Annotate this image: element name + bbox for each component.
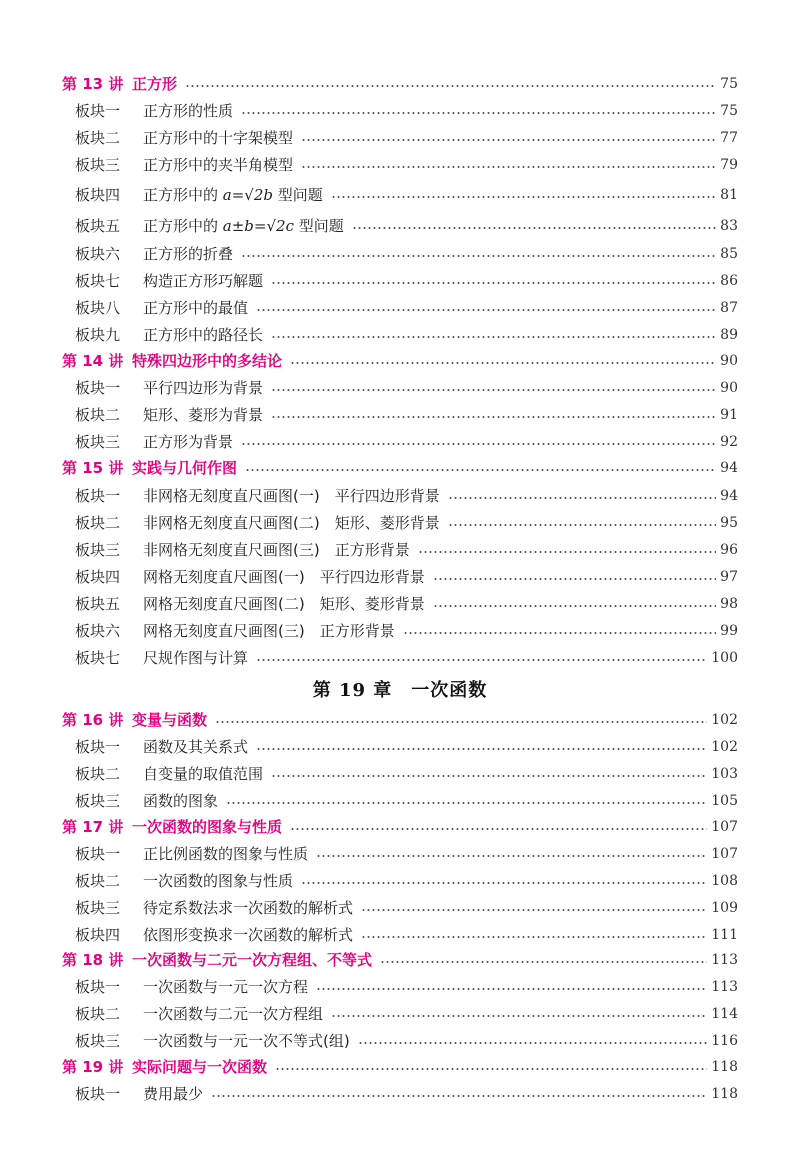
- lecture-number: 第 19 讲: [62, 1058, 124, 1076]
- dot-leader: [211, 1094, 707, 1098]
- page-number: 98: [720, 596, 738, 612]
- dot-leader: [331, 195, 716, 199]
- dot-leader: [448, 523, 716, 527]
- page-number: 114: [711, 1006, 738, 1022]
- block-title: 函数的图象: [143, 792, 219, 810]
- block-title: 正比例函数的图象与性质: [143, 845, 309, 863]
- block-title: 非网格无刻度直尺画图(一) 平行四边形背景: [143, 487, 440, 505]
- toc-block[interactable]: [75, 865, 738, 891]
- lecture-title: 正方形: [132, 75, 178, 93]
- block-label: 板块七: [75, 649, 121, 667]
- block-title: 非网格无刻度直尺画图(三) 正方形背景: [143, 541, 410, 559]
- lecture-title: 实际问题与一次函数: [132, 1058, 268, 1076]
- dot-leader: [290, 827, 707, 831]
- block-title: 构造正方形巧解题: [143, 272, 264, 290]
- block-label: 板块三: [75, 899, 121, 917]
- lecture-number: 第 15 讲: [62, 459, 124, 477]
- page-number: 89: [720, 327, 738, 343]
- toc-block[interactable]: [75, 372, 738, 398]
- page-number: 81: [720, 187, 738, 203]
- page-number: 91: [720, 407, 738, 423]
- block-title: 尺规作图与计算: [143, 649, 249, 667]
- block-label: 板块一: [75, 1085, 121, 1103]
- dot-leader: [241, 254, 716, 258]
- block-label: 板块二: [75, 872, 121, 890]
- page-number: 97: [720, 569, 738, 585]
- toc-lecture-16[interactable]: [62, 704, 738, 730]
- lecture-number: 第 16 讲: [62, 711, 124, 729]
- block-title: 依图形变换求一次函数的解析式: [143, 926, 354, 944]
- toc-block[interactable]: [75, 971, 738, 997]
- block-title: 费用最少: [143, 1085, 204, 1103]
- page-number: 109: [711, 900, 738, 916]
- toc-block[interactable]: [75, 561, 738, 587]
- block-title: 正方形中的十字架模型: [143, 129, 294, 147]
- block-title: 网格无刻度直尺画图(一) 平行四边形背景: [143, 568, 425, 586]
- block-title: 网格无刻度直尺画图(二) 矩形、菱形背景: [143, 595, 425, 613]
- toc-block[interactable]: [75, 149, 738, 175]
- dot-leader: [358, 1041, 708, 1045]
- dot-leader: [271, 388, 716, 392]
- lecture-title: 变量与函数: [132, 711, 208, 729]
- dot-leader: [361, 935, 707, 939]
- block-label: 板块六: [75, 622, 121, 640]
- dot-leader: [301, 881, 707, 885]
- block-title-prefix: 正方形中的: [143, 217, 223, 235]
- page-number: 103: [711, 766, 738, 782]
- chapter-heading[interactable]: 第 19 章 一次函数: [312, 680, 488, 701]
- block-label: 板块一: [75, 379, 121, 397]
- page-number: 111: [711, 927, 738, 943]
- dot-leader: [352, 226, 716, 230]
- block-label: 板块一: [75, 845, 121, 863]
- block-label: 板块四: [75, 926, 121, 944]
- toc-block[interactable]: [75, 399, 738, 425]
- dot-leader: [301, 138, 716, 142]
- toc-lecture-19[interactable]: [62, 1051, 738, 1077]
- block-title: 非网格无刻度直尺画图(二) 矩形、菱形背景: [143, 514, 440, 532]
- page-number: 118: [711, 1059, 738, 1075]
- toc-block[interactable]: [75, 238, 738, 264]
- page-number: 75: [720, 103, 738, 119]
- toc-block[interactable]: [75, 122, 738, 148]
- page-number: 87: [720, 300, 738, 316]
- dot-leader: [245, 468, 716, 472]
- block-title: 一次函数的图象与性质: [143, 872, 294, 890]
- block-title: [143, 185, 327, 205]
- page-number: 96: [720, 542, 738, 558]
- dot-leader: [403, 631, 716, 635]
- toc-block[interactable]: [75, 892, 738, 918]
- toc-block[interactable]: [75, 758, 738, 784]
- page-number: 79: [720, 157, 738, 173]
- page-number: 99: [720, 623, 738, 639]
- block-label: 板块六: [75, 245, 121, 263]
- toc-block[interactable]: [75, 507, 738, 533]
- block-title: [143, 216, 348, 236]
- dot-leader: [331, 1014, 707, 1018]
- block-label: 板块三: [75, 433, 121, 451]
- toc-block[interactable]: [75, 588, 738, 614]
- page-number: 118: [711, 1086, 738, 1102]
- dot-leader: [185, 84, 716, 88]
- block-label: 板块七: [75, 272, 121, 290]
- lecture-title: 特殊四边形中的多结论: [132, 352, 283, 370]
- block-title: 矩形、菱形为背景: [143, 406, 264, 424]
- toc-lecture-13[interactable]: [62, 68, 738, 94]
- dot-leader: [215, 720, 707, 724]
- toc-block[interactable]: [75, 642, 738, 668]
- block-title: 平行四边形为背景: [143, 379, 264, 397]
- toc-block[interactable]: [75, 265, 738, 291]
- dot-leader: [290, 361, 716, 365]
- page-number: 107: [711, 846, 738, 862]
- block-label: 板块三: [75, 1032, 121, 1050]
- dot-leader: [275, 1067, 707, 1071]
- block-label: 板块五: [75, 595, 121, 613]
- block-title: 正方形的性质: [143, 102, 234, 120]
- block-title-prefix: 正方形中的: [143, 186, 223, 204]
- block-title: 一次函数与一元一次方程: [143, 978, 309, 996]
- page-number: 92: [720, 434, 738, 450]
- block-label: 板块二: [75, 129, 121, 147]
- page-number: 85: [720, 246, 738, 262]
- dot-leader: [316, 987, 707, 991]
- block-label: 板块一: [75, 102, 121, 120]
- toc-block[interactable]: [75, 480, 738, 506]
- toc-block[interactable]: [75, 319, 738, 345]
- dot-leader: [271, 774, 707, 778]
- block-label: 板块四: [75, 186, 121, 204]
- block-title: 待定系数法求一次函数的解析式: [143, 899, 354, 917]
- block-title: 正方形中的夹半角模型: [143, 156, 294, 174]
- page-number: 77: [720, 130, 738, 146]
- block-title: 网格无刻度直尺画图(三) 正方形背景: [143, 622, 395, 640]
- block-label: 板块一: [75, 487, 121, 505]
- page-number: 94: [720, 460, 738, 476]
- dot-leader: [418, 550, 716, 554]
- page-number: 113: [711, 952, 738, 968]
- math-expression: a=√2b: [222, 186, 273, 204]
- lecture-number: 第 17 讲: [62, 818, 124, 836]
- page-number: 108: [711, 873, 738, 889]
- dot-leader: [271, 335, 716, 339]
- page-number: 107: [711, 819, 738, 835]
- block-title-suffix: 型问题: [273, 186, 323, 204]
- page-number: 90: [720, 353, 738, 369]
- block-label: 板块一: [75, 738, 121, 756]
- toc-block[interactable]: [75, 292, 738, 318]
- dot-leader: [256, 747, 707, 751]
- page-number: 105: [711, 793, 738, 809]
- page-number: 94: [720, 488, 738, 504]
- block-label: 板块三: [75, 541, 121, 559]
- block-title: 自变量的取值范围: [143, 765, 264, 783]
- page-number: 102: [711, 739, 738, 755]
- dot-leader: [271, 415, 716, 419]
- toc-block[interactable]: [75, 838, 738, 864]
- lecture-number: 第 14 讲: [62, 352, 124, 370]
- toc-block[interactable]: [75, 919, 738, 945]
- toc-block[interactable]: [75, 1025, 738, 1051]
- toc-lecture-17[interactable]: [62, 811, 738, 837]
- dot-leader: [241, 442, 716, 446]
- toc-block[interactable]: [75, 731, 738, 757]
- block-label: 板块九: [75, 326, 121, 344]
- toc-block[interactable]: [75, 95, 738, 121]
- math-expression: a±b=√2c: [222, 217, 294, 235]
- toc-block[interactable]: [75, 1078, 738, 1104]
- page-number: 83: [720, 218, 738, 234]
- dot-leader: [316, 854, 707, 858]
- toc-block[interactable]: [75, 426, 738, 452]
- block-title: 正方形中的最值: [143, 299, 249, 317]
- block-label: 板块二: [75, 406, 121, 424]
- toc-lecture-15[interactable]: [62, 452, 738, 478]
- block-label: 板块二: [75, 1005, 121, 1023]
- dot-leader: [301, 165, 716, 169]
- block-title: 函数及其关系式: [143, 738, 249, 756]
- toc-block[interactable]: [75, 534, 738, 560]
- dot-leader: [256, 658, 707, 662]
- block-title: 一次函数与一元一次不等式(组): [143, 1032, 350, 1050]
- lecture-number: 第 18 讲: [62, 951, 124, 969]
- block-label: 板块三: [75, 792, 121, 810]
- block-label: 板块四: [75, 568, 121, 586]
- block-label: 板块八: [75, 299, 121, 317]
- lecture-number: 第 13 讲: [62, 75, 124, 93]
- page-number: 86: [720, 273, 738, 289]
- page-number: 102: [711, 712, 738, 728]
- toc-block[interactable]: [75, 179, 738, 205]
- block-title-suffix: 型问题: [293, 217, 344, 235]
- toc-block[interactable]: [75, 210, 738, 236]
- toc-block[interactable]: [75, 615, 738, 641]
- page-number: 116: [711, 1033, 738, 1049]
- lecture-title: 一次函数的图象与性质: [132, 818, 283, 836]
- toc-block[interactable]: [75, 785, 738, 811]
- dot-leader: [361, 908, 707, 912]
- toc-block[interactable]: [75, 998, 738, 1024]
- block-label: 板块二: [75, 765, 121, 783]
- block-label: 板块三: [75, 156, 121, 174]
- dot-leader: [271, 281, 716, 285]
- dot-leader: [241, 111, 716, 115]
- page-number: 113: [711, 979, 738, 995]
- dot-leader: [433, 604, 716, 608]
- lecture-title: 实践与几何作图: [132, 459, 238, 477]
- dot-leader: [226, 801, 707, 805]
- dot-leader: [448, 496, 716, 500]
- block-label: 板块五: [75, 217, 121, 235]
- block-label: 板块一: [75, 978, 121, 996]
- toc-lecture-14[interactable]: [62, 345, 738, 371]
- block-label: 板块二: [75, 514, 121, 532]
- block-title: 正方形中的路径长: [143, 326, 264, 344]
- lecture-title: 一次函数与二元一次方程组、不等式: [132, 951, 373, 969]
- page-number: 75: [720, 76, 738, 92]
- dot-leader: [433, 577, 716, 581]
- page-number: 100: [711, 650, 738, 666]
- page-number: 90: [720, 380, 738, 396]
- block-title: 正方形为背景: [143, 433, 234, 451]
- block-title: 正方形的折叠: [143, 245, 234, 263]
- page-number: 95: [720, 515, 738, 531]
- toc-lecture-18[interactable]: [62, 944, 738, 970]
- block-title: 一次函数与二元一次方程组: [143, 1005, 324, 1023]
- dot-leader: [380, 960, 707, 964]
- dot-leader: [256, 308, 716, 312]
